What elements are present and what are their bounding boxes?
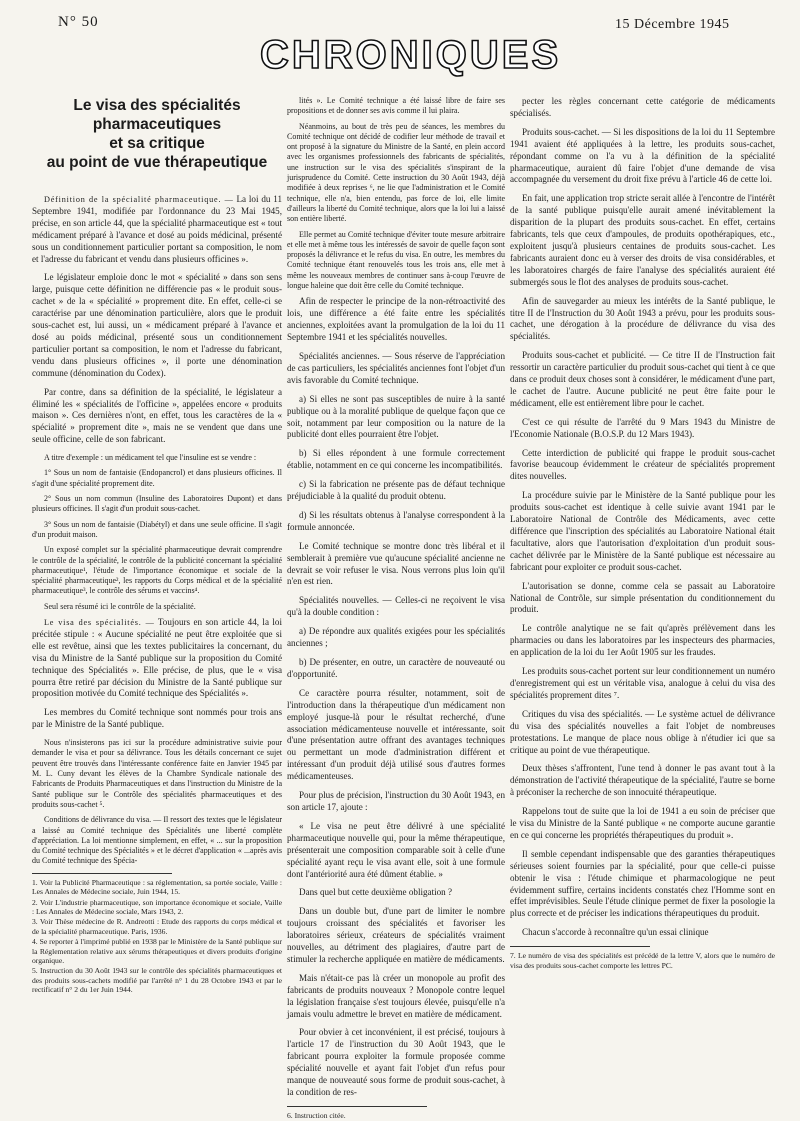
paragraph: En fait, une application trop stricte serait allée à l'encontre de l'intérêt de la santé publique puisqu'elle aurait amené inévitablement la disparition de la plupart des produits sous-cachet. En effet, certains fabricants, tels que ceux d'ampoules, de produits opothérapiques, etc., exploitent jusqu'à plusieurs centaines de produits sous-cachet. Les fabricants auraient donc eu à verser des droits de visa considérables, et les laboratoires chargés de faire l'analyse des spécialités auraient été submergés sous le flot des analyses de produits sous-cachet. — [510, 193, 775, 287]
footnote: 4. Se reporter à l'imprimé publié en 1938 par le Ministère de la Santé publique sur la Réglementation relative aux sérums thérapeutiques et divers produits d'origine organique. — [32, 937, 282, 965]
paragraph: Rappelons tout de suite que la loi de 1941 a eu soin de préciser que le visa du Ministre de la Santé publique « ne comporte aucune garantie en ce qui concerne les propriétés thérapeutiques du produit ». — [510, 806, 775, 840]
paragraph: Dans un double but, d'une part de limiter le nombre toujours croissant des spécialités et favoriser les laboratoires sérieux, créateurs de spécialités vraiment nouvelles, au détriment des plagiaires, d'autre part de stimuler la recherche appliquée en matière de médicaments. — [287, 906, 505, 964]
paragraph: Le Comité technique se montre donc très libéral et il semblerait à première vue qu'aucune spécialité ancienne ne devrait se voir refuser le visa. Nous verrons plus loin qu'il n'en est rien. — [287, 540, 505, 587]
note-block — [32, 738, 282, 867]
paragraph: L'autorisation se donne, comme cela se passait au Laboratoire National de Contrôle, sur simple présentation du conditionnement du produit. — [510, 580, 775, 615]
paragraph: « Le visa ne peut être délivré à une spécialité pharmaceutique nouvelle qui, pour la même thérapeutique, présenterait une composition comparable soit à celle d'une spécialité ayant reçu le visa avant elle, soit à une formule dont l'antériorité aura été dûment établie. » — [287, 820, 505, 879]
issue-date: 15 Décembre 1945 — [615, 17, 730, 32]
paragraph: La procédure suivie par le Ministère de la Santé publique pour les produits sous-cachet est identique à celle suivie avant 1941 par le Laboratoire National de Contrôle des Médicaments, avec cette différence que l'inscription des spécialités au Laboratoire National était facultative, alors que l'autorisation d'exploitation d'un produit sous-cachet délivrée par le Ministère de la Santé publique est nécessaire au fabricant pour exploiter ce produit sous-cachet. — [510, 490, 775, 572]
paragraph: Spécialités anciennes. — Sous réserve de l'appréciation de cas particuliers, les spécialités anciennes font l'objet d'un avis favorable du Comité technique. — [287, 350, 505, 385]
paragraph: Chacun s'accorde à reconnaître qu'un essai clinique — [522, 927, 709, 938]
footnotes — [32, 878, 282, 995]
paragraph: Par contre, dans sa définition de la spécialité, le législateur a éliminé les « spécialités de l'officine », appelées encore « produits maison ». Ces dernières n'ont, en effet, tous les caractères de la « spécialité » proprement dite », mais ne se vendent que dans une seule officine, celle de son fabricant. — [32, 386, 282, 445]
masthead: CHRONIQUES — [260, 33, 562, 77]
paragraph: Néanmoins, au bout de très peu de séances, les membres du Comité technique ont décidé de codifier leur méthode de travail et ont proposé à la signature du Ministre de la Santé, en plein accord avec les organismes professionnels des fabricants de spécialités, une instruction sur le visa des spécialités s'inspirant de la jurisprudence du Comité. Cette instruction du 30 Août 1943, déjà modifiée à deux reprises ⁶, ne lie que l'administration et le Comité technique, elle n'a, bien entendu, pas force de loi, elle limite d'ailleurs la liberté du Comité technique, alors que la loi lui a laissé son entière liberté. — [287, 121, 505, 224]
paragraph: Deux thèses s'affrontent, l'une tend à donner le pas avant tout à la démonstration de l'activité thérapeutique de la spécialité, l'autre se borne à préconiser la recherche de son innocuité thérapeutique. — [510, 763, 775, 798]
paragraph: Produits sous-cachet. — Si les dispositions de la loi du 11 Septembre 1941 avaient été appliquées à la lettre, les produits sous-cachet, répondant comme on l'a vu à la définition de la spécialité pharmaceutique, auraient dû faire l'objet d'une demande de visa accompagnée du versement du droit fixe prévu à l'article 46 de cette loi. — [510, 126, 775, 185]
paragraph: Le législateur emploie donc le mot « spécialité » dans son sens large, puisque cette définition ne différencie pas « le produit sous-cachet » de la « spécialité » proprement dite. En effet, celle-ci se caractérise par une dénomination particulière, alors que le produit sous-cachet est, lui aussi, un « médicament préparé à l'avance et dosé au poids médicinal, présenté sous un conditionnement particulier portant sa composition, le nom et l'adresse du fabricant, vendu dans plusieurs officines », il porte une dénomination commune (dénomination du Codex). — [32, 272, 282, 378]
paragraph: Produits sous-cachet et publicité. — Ce titre II de l'Instruction fait ressortir un caractère particulier du produit sous-cachet qui tient à ce que dans ce produit deux choses sont à considérer, le médicament d'une part, le cachet de l'autre. Aucune publicité ne peut être faite pour le médicament, elle est entièrement libre pour le cachet. — [510, 350, 775, 408]
paragraph: 2° Sous un nom commun (Insuline des Laboratoires Dupont) et dans plusieurs officines. Il s'agit d'un produit sous-cachet. — [32, 494, 282, 514]
note-block — [287, 96, 505, 291]
footnote-divider — [32, 873, 172, 874]
paragraph: c) Si la fabrication ne présente pas de défaut technique préjudiciable à la qualité du produit obtenu. — [287, 479, 505, 502]
column-3 — [510, 96, 775, 971]
paragraph — [32, 194, 282, 265]
paragraph: pecter les règles concernant cette catégorie de médicaments spécialisés. — [510, 96, 775, 118]
issue-number: N° 50 — [58, 14, 99, 30]
footnote-divider — [510, 946, 650, 947]
paragraph: Critiques du visa des spécialités. — Le système actuel de délivrance du visa des spécialités nouvelles a fait l'objet de nombreuses protestations. Le manque de place nous oblige à n'étudier ici que sa critique au point de vue thérapeutique. — [510, 708, 775, 755]
paragraph: d) Si les résultats obtenus à l'analyse correspondent à la formule annoncée. — [287, 509, 505, 532]
paragraph: Le contrôle analytique ne se fait qu'après prélèvement dans les pharmacies ou dans les laboratoires par les inspecteurs des pharmacies, en application de la loi du 1er Août 1905 sur les fraudes. — [510, 623, 775, 658]
paragraph: Pour obvier à cet inconvénient, il est précisé, toujours à l'article 17 de l'instruction du 30 Août 1943, que le fabricant pourra exploiter la formule proposée comme spécialité nouvelle et ayant fait l'objet d'un refus pour manque de nouveauté sous forme de produit sous-cachet, à la condition de res- — [287, 1027, 505, 1097]
paragraph: C'est ce qui résulte de l'arrêté du 9 Mars 1943 du Ministre de l'Economie Nationale (B.O.S.P. du 12 Mars 1943). — [510, 416, 775, 439]
title-line: et sa critique — [109, 135, 205, 152]
paragraph: Cette interdiction de publicité qui frappe le produit sous-cachet favorise beaucoup évidemment le créateur de spécialités proprement dites nouvelles. — [510, 447, 775, 482]
section-heading: Définition de la spécialité pharmaceutique. — — [44, 195, 234, 204]
section-heading: Le visa des spécialités. — — [44, 617, 155, 627]
paragraph: Afin de respecter le principe de la non-rétroactivité des lois, une différence a été faite entre les spécialités anciennes, exploitées avant la promulgation de la loi du 11 Septembre 1941 et les spécialités nouvelles. — [287, 296, 505, 343]
paragraph: Les produits sous-cachet portent sur leur conditionnement un numéro d'enregistrement qui est un véritable visa, analogue à celui du visa des spécialités proprement dites ⁷. — [510, 666, 775, 700]
paragraph: 3° Sous un nom de fantaisie (Diabétyl) et dans une seule officine. Il s'agit d'un produit maison. — [32, 519, 282, 539]
paragraph: A titre d'exemple : un médicament tel que l'insuline est se vendre : — [44, 453, 257, 463]
paragraph: Spécialités nouvelles. — Celles-ci ne reçoivent le visa qu'à la double condition : — [287, 595, 505, 618]
paragraph: 1° Sous un nom de fantaisie (Endopancrol) et dans plusieurs officines. Il s'agit d'une spécialité proprement dite. — [32, 468, 282, 488]
paragraph-text: La loi du 11 Septembre 1941, modifiée par l'ordonnance du 23 Mai 1945, précise, en son article 44, que la spécialité pharmaceutique est « tout médicament préparé à l'avance et dosé au poids médicinal, présenté sous un conditionnement particulier portant sa composition, le nom et l'adresse du fabricant et vendu dans plusieurs officines ». — [32, 194, 282, 264]
footnote: 5. Instruction du 30 Août 1943 sur le contrôle des spécialités pharmaceutiques et des produits sous-cachets modifié par l'arrêté n° 1 du 28 Octobre 1943 et par le rectificatif n° 2 du 1er Juin 1944. — [32, 966, 282, 995]
paragraph: Pour plus de précision, l'instruction du 30 Août 1943, en son article 17, ajoute : — [287, 790, 505, 812]
footnote: 2. Voir L'industrie pharmaceutique, son importance économique et sociale, Vaille : Les Annales de Médecine sociale, Mars 1943, 2. — [32, 897, 282, 916]
paragraph: a) Si elles ne sont pas susceptibles de nuire à la santé publique ou à la moralité publique de quelque façon que ce soit, notamment par leur composition ou la nature de la publicité dont elles pourraient être l'objet. — [287, 393, 505, 440]
paragraph: a) De répondre aux qualités exigées pour les spécialités anciennes ; — [287, 626, 505, 649]
paragraph: Un exposé complet sur la spécialité pharmaceutique devrait comprendre le contrôle de la spécialité, le contrôle de la publicité concernant la spécialité pharmaceutique¹, l'étude de l'importance économique et sociale de la spécialité pharmaceutique², les rapports du Corps médical et de la spécialité pharmaceutique³, le contrôle des sérums et vaccins⁴. — [32, 545, 282, 596]
column-2 — [287, 96, 505, 1121]
footnote-divider — [287, 1106, 427, 1107]
title-line: au point de vue thérapeutique — [46, 154, 268, 171]
paragraph: Mais n'était-ce pas là créer un monopole au profit des fabricants de produits nouveaux ? Monopole contre lequel la législation française s'est toujours élevée, puisqu'elle n'a jamais voulu admettre le brevet en matière de médicament. — [287, 972, 505, 1019]
paragraph-text: Toujours en son article 44, la loi précitée stipule : « Aucune spécialité ne peut être exploitée que si elle est revêtue, ainsi que les textes publicitaires la concernant, du visa du Ministre de la Santé publique sur la proposition du Comité technique des Spécialités ». Elle précise, de plus, que le « visa pourra être retiré par décision du Ministre de la Santé publique sur proposition motivée du Comité technique des Spécialités ». — [32, 616, 283, 699]
paragraph: Conditions de délivrance du visa. — Il ressort des textes que le législateur a laissé au Comité technique des Spécialités une liberté complète d'appréciation. La loi mentionne simplement, en effet, « ... sur la proposition du Comité technique des Spécialités » et le décret d'application « ...après avis du Comité technique des Spécia- — [32, 815, 282, 866]
footnote: 7. Le numéro de visa des spécialités est précédé de la lettre V, alors que le numéro de visa des produits sous-cachet comporte les lettres PC. — [510, 951, 775, 970]
paragraph: b) Si elles répondent à une formule correctement établie, notamment en ce qui concerne les incompatibilités. — [287, 448, 505, 471]
column-1 — [32, 96, 282, 996]
paragraph: lités ». Le Comité technique a été laissé libre de faire ses propositions et de donner ses avis comme il lui plaira. — [287, 96, 505, 116]
paragraph — [32, 617, 282, 700]
title-line: Le visa des spécialités — [73, 97, 241, 114]
paragraph: Seul sera résumé ici le contrôle de la spécialité. — [44, 601, 196, 611]
paragraph: Elle permet au Comité technique d'éviter toute mesure arbitraire et elle met à même tous les intéressés de savoir de quelle façon sont proposés la délivrance et le refus du visa. En outre, les membres du Comité technique étant renouvelés tous les trois ans, elle met à même les nouveaux membres de continuer sans à-coup l'œuvre de longue haleine que doit être celle du Comité technique. — [287, 229, 505, 291]
paragraph: Il semble cependant indispensable que des garanties thérapeutiques sérieuses soient fournies par la spécialité, pour que celle-ci puisse obtenir le visa : l'étude chimique et pharmacologique ne peut évidemment suffire, certains incidents constatés chez l'Homme sont en effet imprévisibles. Seule l'étude clinique permet de fixer la posologie la plus correcte et de préciser les indications thérapeutiques du produit. — [510, 848, 775, 919]
title-line: pharmaceutiques — [92, 116, 222, 133]
example-block — [32, 453, 282, 612]
paragraph: Nous n'insisterons pas ici sur la procédure administrative suivie pour demander le visa et pour sa délivrance. Tous les détails concernant ce sujet peuvent être trouvés dans l'intéressante conférence faite en Janvier 1945 par M. L. Cuny devant les élèves de la Chambre Syndicale nationale des Fabricants de Produits Pharmaceutiques et dans l'instruction du Ministre de la Santé publique sur le Contrôle des spécialités pharmaceutiques et des produits sous-cachet ⁵. — [32, 738, 282, 809]
footnote: 3. Voir Thèse médecine de R. Andreotti : Etude des rapports du corps médical et de la spécialité pharmaceutique. Paris, 1936. — [32, 917, 282, 936]
article-title — [32, 96, 282, 172]
paragraph: Les membres du Comité technique sont nommés pour trois ans par le Ministre de la Santé publique. — [32, 707, 282, 730]
footnote: 6. Instruction citée. — [287, 1110, 346, 1120]
paragraph: Afin de sauvegarder au mieux les intérêts de la Santé publique, le titre II de l'Instruction du 30 Août 1943 a prévu, pour les produits sous-cachet, une dérogation à la procédure de délivrance du visa des spécialités. — [510, 295, 775, 342]
paragraph: Dans quel but cette deuxième obligation ? — [299, 887, 453, 898]
paragraph: Ce caractère pourra résulter, notamment, soit de l'introduction dans la thérapeutique d'un médicament non employé jusque-là pour le résultat recherché, d'une association médicamenteuse nouvelle et intéressante, soit d'une présentation autre offrant des avantages techniques ou permettant un mode d'administration différent et intéressant d'un produit déjà utilisé sous d'autres formes médicamenteuses. — [287, 687, 505, 782]
paragraph: b) De présenter, en outre, un caractère de nouveauté ou d'opportunité. — [287, 657, 505, 679]
footnote: 1. Voir la Publicité Pharmaceutique : sa réglementation, sa portée sociale, Vaille : Les Annales de Médecine sociale, Juin 1944, 15. — [32, 877, 282, 897]
